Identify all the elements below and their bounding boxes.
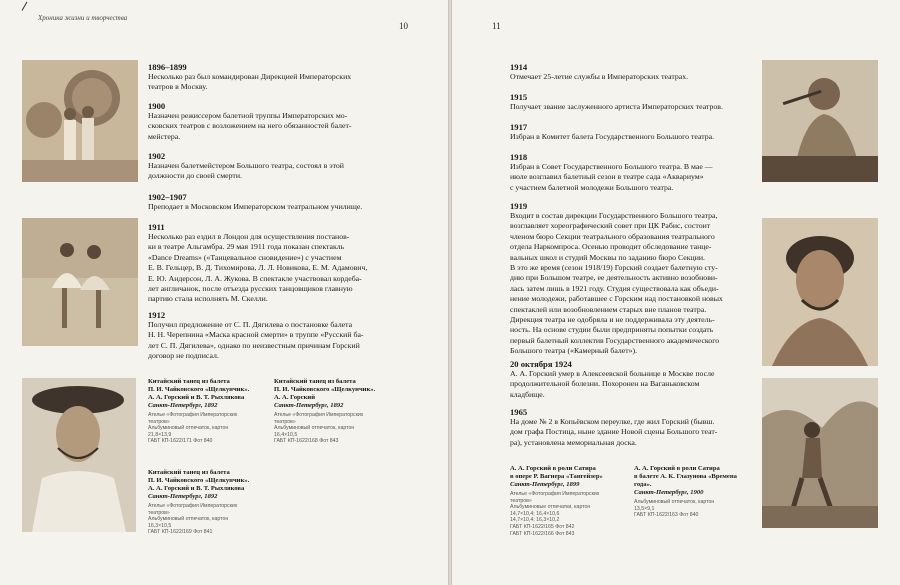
caption-title: Китайский танец из балета П. И. Чайковского «Щелкунчик». А. А. Горский [274, 378, 376, 401]
caption-title: А. А. Горский в роли Сатира в опере Р. Вагнера «Тангейзер» [510, 465, 603, 480]
entry-text: Назначен балетмейстером Большого театра, состоял в этой должности до своей смерти. [148, 161, 344, 181]
chronicle-entry [148, 222, 433, 305]
entry-text: Получил предложение от С. П. Дягилева о постановке балета Н. Н. Черепнина «Маска красной смерти» в труппе «Русский ба- лет С. П. Дягилева», однако по неизвестным причинам Горский договор не подписал. [148, 320, 364, 361]
photo-satyr-portrait [762, 218, 878, 366]
chronicle-entry [510, 359, 760, 400]
photo-dancing-couple [22, 218, 138, 346]
caption-city: Санкт-Петербург, 1892 [148, 493, 218, 500]
caption-meta: Ателье «Фотография Императорских театров» Альбуминовый отпечаток, картон 21,8×13,9 ГАБТ КП-1622/171 Фот 840 [148, 412, 238, 445]
entry-year: 1902 [148, 151, 166, 161]
running-title: Хроника жизни и творчества [38, 14, 128, 22]
entry-text: Входит в состав дирекции Государственного Большого театра, возглавляет хореографический совет при ЦК Рабис, состоит членом бюро Секции театрального образования театрального отдела Наркомпроса. Осенью проводит обследование танце- вальных школ и студий Москвы по заданию бюро Секции. В это же время (сезон 1918/19) Горский создает балетную сту- дию при Большом театре, ее деятельность активно возобнови- лась затем лишь в 1921 году. Студия существовала как объеди- нение молодежи, работавшее с Горским над постановкой новых спектаклей или возобновлением старых вне планов театра. Дирекция театра не одобряла и не поддерживала эту деятель- ность. На основе студии были предприняты попытки создать первый балетный коллектив Государственного академического Большого театра («Камерный балет»). [510, 211, 723, 356]
caption-title: А. А. Горский в роли Сатира в балете А. К. Глазунова «Времена года». [634, 465, 737, 488]
photo-caption [510, 465, 632, 537]
chronicle-entry [148, 310, 433, 362]
caption-title: Китайский танец из балета П. И. Чайковского «Щелкунчик». А. А. Горский и В. Т. Рыхлякова [148, 378, 250, 401]
entry-text: Преподает в Московском Императорском театральном училище. [148, 202, 363, 211]
entry-year: 1965 [510, 407, 528, 417]
page-number-left: 10 [399, 21, 408, 31]
chronicle-entry [510, 152, 760, 193]
photo-chinese-dance-portrait [22, 378, 136, 532]
caption-meta: Ателье «Фотография Императорских театров» Альбуминовые отпечатки, картон 14,7×10,4; 16,4×10,6 14,7×10,4; 16,3×10,2 ГАБТ КП-1622/165 Фот 842 ГАБТ КП-1622/166 Фот 843 [510, 491, 600, 537]
chronicle-entry [510, 201, 760, 357]
caption-city: Санкт-Петербург, 1899 [510, 481, 580, 488]
entry-year: 20 октября 1924 [510, 359, 572, 369]
photo-caption [148, 378, 272, 445]
entry-year: 1896–1899 [148, 62, 187, 72]
entry-year: 1902–1907 [148, 192, 187, 202]
entry-text: А. А. Горский умер в Алексеевской больнице в Москве после продолжительной болезни. Похоронен на Ваганьковском кладбище. [510, 369, 715, 399]
entry-year: 1917 [510, 122, 528, 132]
caption-city: Санкт-Петербург, 1900 [634, 489, 704, 496]
caption-meta: Альбуминовый отпечаток, картон 13,5×9,1 ГАБТ КП-1622/163 Фот 840 [634, 499, 715, 519]
chronicle-entry [148, 101, 433, 142]
right-page [452, 0, 900, 585]
chronicle-entry [148, 62, 433, 93]
caption-meta: Ателье «Фотография Императорских театров» Альбуминовый отпечаток, картон 16,4×10,5 ГАБТ КП-1622/168 Фот 843 [274, 412, 364, 445]
entry-year: 1918 [510, 152, 528, 162]
header-rule [22, 2, 28, 11]
chronicle-entry [148, 192, 433, 212]
chronicle-entry [510, 407, 760, 448]
entry-year: 1914 [510, 62, 528, 72]
chronicle-entry [148, 151, 433, 182]
caption-title: Китайский танец из балета П. И. Чайковского «Щелкунчик». А. А. Горский и В. Т. Рыхлякова [148, 469, 250, 492]
photo-satyr-on-rocks [762, 378, 878, 528]
chronicle-entry [510, 62, 760, 82]
photo-children-with-fans [22, 60, 138, 182]
entry-text: Избран в Комитет балета Государственного Большого театра. [510, 132, 715, 141]
entry-year: 1919 [510, 201, 528, 211]
entry-text: Получает звание заслуженного артиста Императорских театров. [510, 102, 723, 111]
photo-caption [148, 469, 272, 536]
photo-caption [634, 465, 758, 519]
caption-city: Санкт-Петербург, 1892 [274, 402, 344, 409]
chronicle-entry [510, 122, 760, 142]
chronicle-entry [510, 92, 760, 112]
entry-year: 1915 [510, 92, 528, 102]
page-number-right: 11 [492, 21, 501, 31]
photo-caption [274, 378, 398, 445]
entry-year: 1900 [148, 101, 166, 111]
entry-text: Несколько раз был командирован Дирекцией Императорских театров в Москву. [148, 72, 352, 92]
entry-text: Несколько раз ездил в Лондон для осуществления постанов- ки в театре Альгамбра. 29 мая 1911 года показан спектакль «Dance Dreams» («Танцевальное сновидение») с участием Е. В. Гельцер, В. Д. Тихомирова, Л. Л. Новикова, Е. М. Адамович, Е. Ю. Андерсон, Л. А. Жукова. В спектакле участвовал кордеба- лет англичанок, после отъезда русских танцовщиков главную партию стала исполнять М. Скелли. [148, 232, 368, 304]
caption-meta: Ателье «Фотография Императорских театров» Альбуминовый отпечаток, картон 16,3×10,5 ГАБТ КП-1622/169 Фот 841 [148, 503, 238, 536]
entry-text: Назначен режиссером балетной труппы Императорских мо- сковских театров с возложением на него обязанностей балет- мейстера. [148, 111, 352, 141]
photo-satyr-with-flute [762, 60, 878, 182]
entry-year: 1912 [148, 310, 166, 320]
entry-text: Отмечает 25-летие службы в Императорских театрах. [510, 72, 689, 81]
entry-year: 1911 [148, 222, 165, 232]
entry-text: Избран в Совет Государственного Большого театра. В мае — июле возглавил балетный сезон в театре сада «Аквариум» с участием балетной молодежи Большого театра. [510, 162, 713, 192]
entry-text: На доме № 2 в Копьёвском переулке, где жил Горский (бывш. дом графа Постица, ныне здание Новой сцены Большого теат- ра), установлена мемориальная доска. [510, 417, 718, 447]
caption-city: Санкт-Петербург, 1892 [148, 402, 218, 409]
left-page [0, 0, 448, 585]
